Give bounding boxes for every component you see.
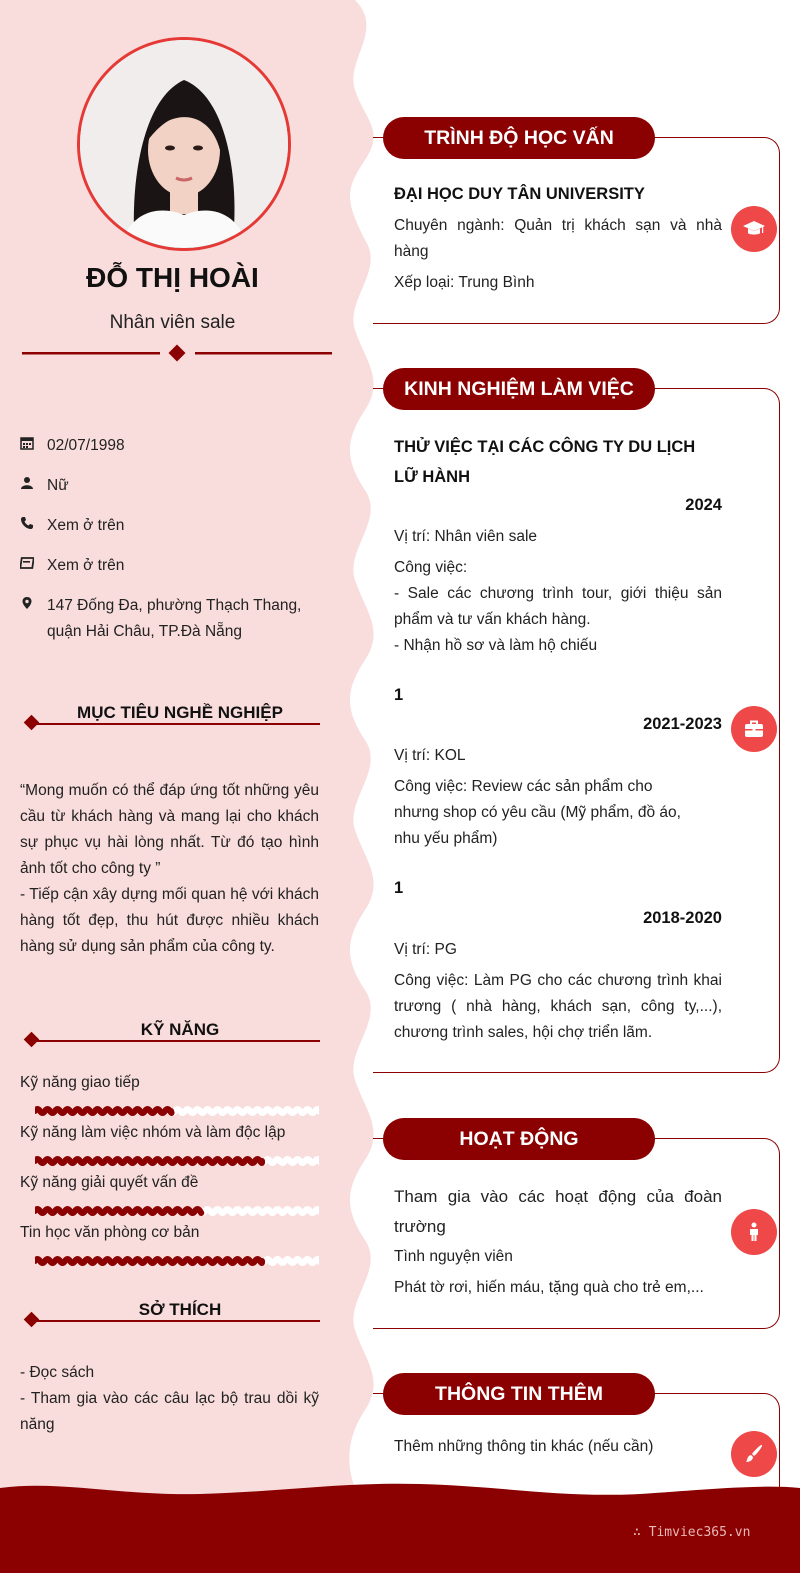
- extra-icon-badge: [731, 1431, 777, 1477]
- birthday: 02/07/1998: [47, 437, 125, 454]
- objective-title: MỤC TIÊU NGHỀ NGHIỆP: [77, 703, 283, 722]
- activities-role: Tình nguyện viên: [394, 1248, 513, 1265]
- skill-bar-fill: [35, 1259, 262, 1263]
- full-name: ĐỖ THỊ HOÀI: [86, 262, 259, 293]
- person-icon: [742, 1220, 766, 1244]
- skills-header: [20, 1020, 320, 1044]
- experience-title: KINH NGHIỆM LÀM VIỆC: [383, 368, 655, 410]
- skill-bar-fill: [35, 1209, 201, 1213]
- activities-title: HOẠT ĐỘNG: [383, 1118, 655, 1160]
- skill-bar-fill: [35, 1109, 172, 1113]
- objective-text: “Mong muốn có thể đáp ứng tốt những yêu cầu từ khách hàng và mang lại cho khách sự phục vụ hài lòng nhất. Từ đó tạo hình ảnh tốt cho công ty ” - Tiếp cận xây dựng mối quan hệ với khách hàng tốt đẹp, thu hút được nhiều khách hàng sử dụng sản phẩm của công ty.: [20, 782, 319, 955]
- exp2-period: 2021-2023: [643, 715, 722, 733]
- extra-title: THÔNG TIN THÊM: [383, 1373, 655, 1415]
- exp3-position: Vị trí: PG: [394, 941, 457, 958]
- education-grade: Xếp loại: Trung Bình: [394, 274, 535, 291]
- paint-brush-icon: [742, 1442, 766, 1466]
- exp1-period: 2024: [685, 496, 722, 514]
- skill-name: Kỹ năng giao tiếp: [20, 1074, 140, 1091]
- education-school: ĐẠI HỌC DUY TÂN UNIVERSITY: [394, 185, 645, 203]
- exp3-company: 1: [394, 879, 404, 897]
- envelope-icon: [20, 556, 34, 570]
- exp1-company: THỬ VIỆC TẠI CÁC CÔNG TY DU LỊCH LỮ HÀNH: [394, 438, 696, 486]
- exp2-company: 1: [394, 686, 404, 704]
- skill-bar-fill: [35, 1159, 262, 1163]
- name-divider: [22, 344, 332, 364]
- exp2-work3: nhu yếu phẩm): [394, 830, 498, 847]
- email: Xem ở trên: [47, 557, 125, 574]
- job-title: Nhân viên sale: [109, 312, 236, 333]
- avatar: [77, 37, 291, 251]
- exp2-work1: Công việc: Review các sản phẩm cho: [394, 778, 653, 795]
- skill-level-bar: [35, 1105, 319, 1117]
- skill-level-bar: [35, 1255, 319, 1267]
- watermark: ∴ Timviec365.vn: [633, 1525, 751, 1540]
- objective-header: [20, 703, 320, 727]
- skills-title: KỸ NĂNG: [140, 1020, 220, 1039]
- activities-icon-badge: [731, 1209, 777, 1255]
- address: 147 Đống Đa, phường Thạch Thang, quận Hải Châu, TP.Đà Nẵng: [47, 597, 302, 640]
- exp1-work1: - Sale các chương trình tour, giới thiệu sản phẩm và tư vấn khách hàng.: [394, 585, 722, 628]
- exp2-work2: nhưng shop có yêu cầu (Mỹ phẩm, đồ áo,: [394, 804, 681, 821]
- skill-name: Kỹ năng làm việc nhóm và làm độc lập: [20, 1124, 286, 1141]
- exp1-work2: - Nhận hồ sơ và làm hộ chiếu: [394, 637, 598, 654]
- map-pin-icon: [20, 596, 34, 610]
- education-title: TRÌNH ĐỘ HỌC VẤN: [383, 117, 655, 159]
- hobbies-text: - Đọc sách - Tham gia vào các câu lạc bộ trau dồi kỹ năng: [20, 1364, 319, 1433]
- exp3-work1: Công việc: Làm PG cho các chương trình khai trương ( nhà hàng, khách sạn, công ty,...), chương trình sales, hội chợ triển lãm.: [394, 972, 722, 1041]
- gender: Nữ: [47, 477, 69, 494]
- phone-icon: [20, 516, 34, 530]
- hobbies-header: [20, 1300, 320, 1324]
- user-icon: [20, 476, 34, 490]
- exp1-work-label: Công việc:: [394, 559, 468, 576]
- activities-org: Tham gia vào các hoạt động của đoàn trường: [394, 1187, 722, 1236]
- exp2-position: Vị trí: KOL: [394, 747, 466, 764]
- skill-name: Kỹ năng giải quyết vấn đề: [20, 1174, 199, 1191]
- education-icon-badge: [731, 206, 777, 252]
- hobbies-title: SỞ THÍCH: [138, 1300, 222, 1319]
- activities-desc: Phát tờ rơi, hiến máu, tặng quà cho trẻ em,...: [394, 1279, 704, 1296]
- calendar-icon: [20, 436, 34, 450]
- skill-level-bar: [35, 1155, 319, 1167]
- briefcase-icon: [742, 717, 766, 741]
- skill-name: Tin học văn phòng cơ bản: [20, 1224, 200, 1241]
- experience-icon-badge: [731, 706, 777, 752]
- graduation-cap-icon: [742, 217, 766, 241]
- exp1-position: Vị trí: Nhân viên sale: [394, 528, 538, 545]
- phone: Xem ở trên: [47, 517, 125, 534]
- exp3-period: 2018-2020: [643, 909, 722, 927]
- extra-text: Thêm những thông tin khác (nếu cần): [394, 1438, 654, 1455]
- skill-level-bar: [35, 1205, 319, 1217]
- education-major: Chuyên ngành: Quản trị khách sạn và nhà hàng: [394, 217, 722, 260]
